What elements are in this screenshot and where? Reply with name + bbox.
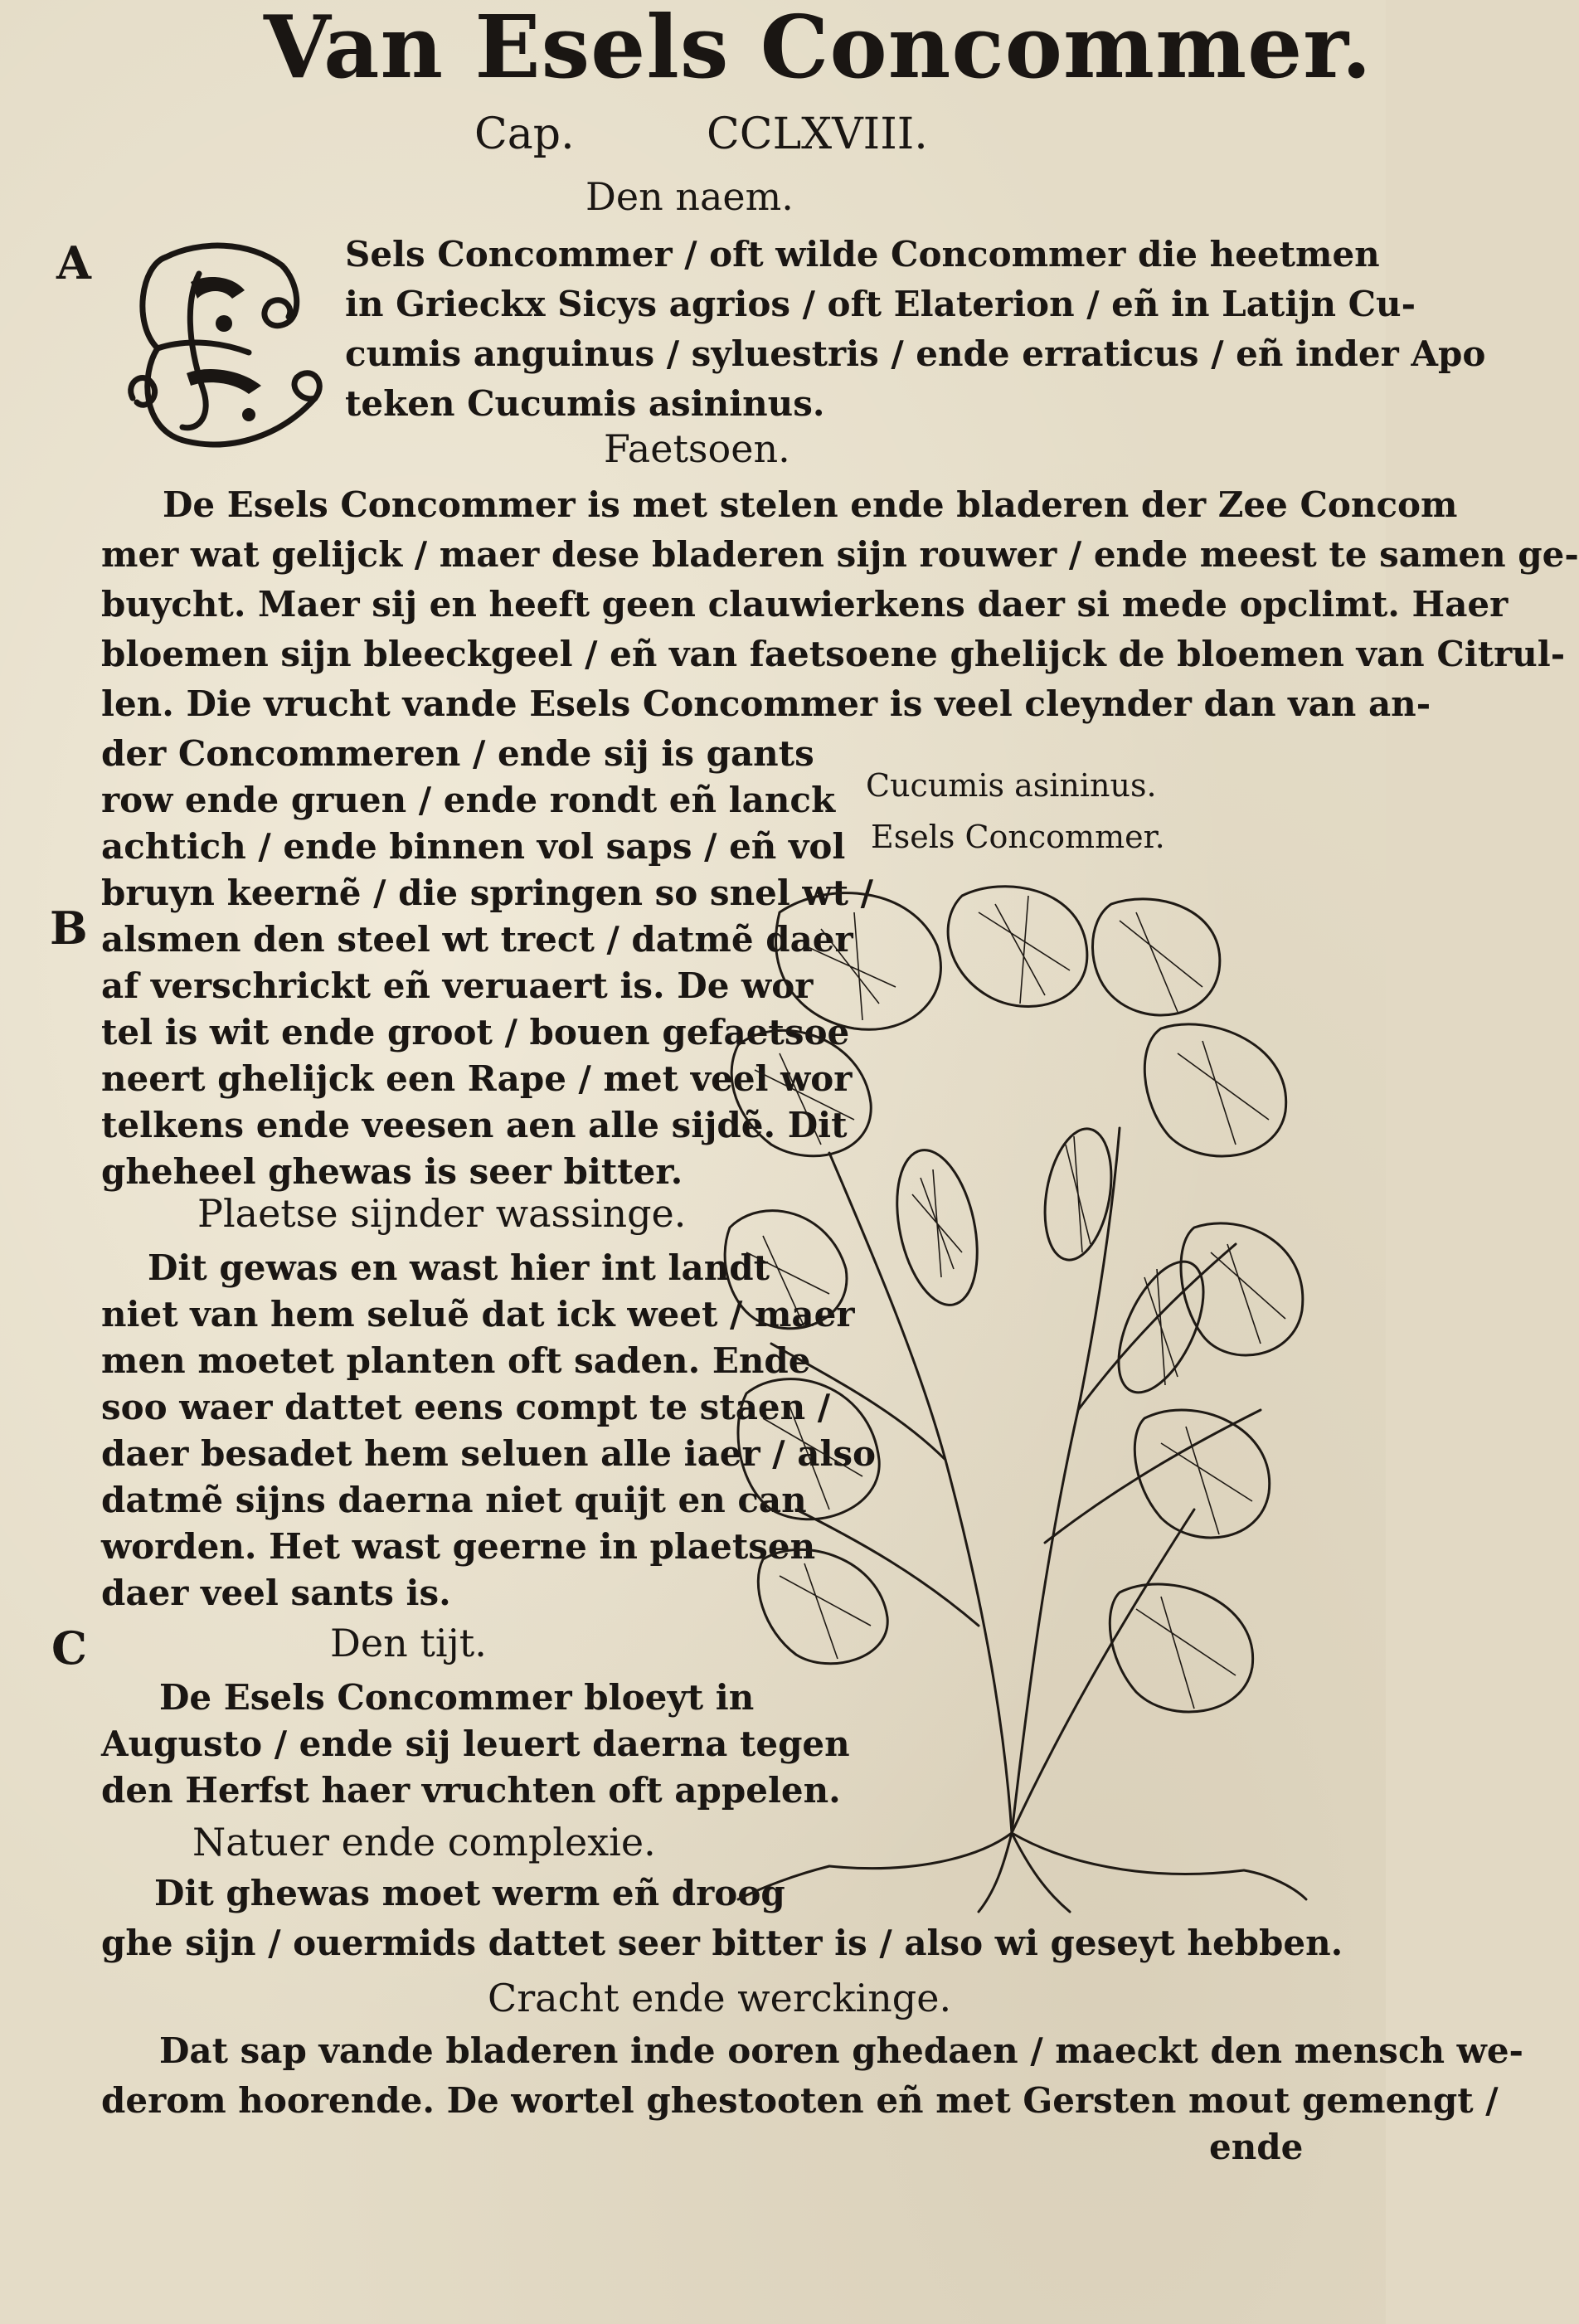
plaetse-line-6: datmẽ sijns daerna niet quijt en can: [101, 1480, 807, 1520]
plaetse-line-1: Dit gewas en wast hier int landt: [148, 1247, 770, 1288]
naem-line-4: teken Cucumis asininus.: [345, 383, 825, 424]
margin-letter-c: C: [51, 1621, 87, 1675]
naem-line-3: cumis anguinus / syluestris / ende erraticus / eñ inder Apo: [345, 333, 1486, 374]
tijt-line-1: De Esels Concommer bloeyt in: [159, 1677, 755, 1718]
plaetse-line-3: men moetet planten oft saden. Ende: [101, 1340, 811, 1381]
margin-letter-b: B: [50, 902, 88, 955]
plaetse-line-2: niet van hem seluẽ dat ick weet / maer: [101, 1294, 855, 1335]
faetsoen-line-12: tel is wit ende groot / bouen gefaetsoe: [101, 1012, 850, 1053]
faetsoen-line-10: alsmen den steel wt trect / datmẽ daer: [101, 919, 853, 960]
faetsoen-line-11: af verschrickt eñ veruaert is. De wor: [101, 965, 814, 1006]
faetsoen-line-5: len. Die vrucht vande Esels Concommer is veel cleynder dan van an-: [101, 683, 1431, 724]
naem-line-2: in Grieckx Sicys agrios / oft Elaterion / eñ in Latijn Cu-: [345, 284, 1416, 324]
cracht-line-1: Dat sap vande bladeren inde ooren ghedaen / maeckt den mensch we-: [159, 2030, 1523, 2071]
faetsoen-line-9: bruyn keernẽ / die springen so snel wt /: [101, 873, 873, 913]
heading-natuer: Natuer ende complexie.: [192, 1820, 656, 1865]
margin-letter-a: A: [56, 236, 91, 289]
chapter-label: Cap.: [474, 109, 575, 159]
catchword: ende: [1209, 2127, 1304, 2167]
figure-caption-latin: Cucumis asininus.: [866, 767, 1157, 804]
faetsoen-line-4: bloemen sijn bleeckgeel / eñ van faetsoene ghelijck de bloemen van Citrul-: [101, 634, 1566, 674]
faetsoen-line-6: der Concommeren / ende sij is gants: [101, 733, 814, 774]
naem-line-1: Sels Concommer / oft wilde Concommer die heetmen: [345, 234, 1380, 275]
heading-tijt: Den tijt.: [330, 1621, 487, 1665]
heading-cracht: Cracht ende werckinge.: [488, 1976, 952, 2020]
natuer-line-2: ghe sijn / ouermids dattet seer bitter is / also wi geseyt hebben.: [101, 1923, 1343, 1963]
faetsoen-line-3: buycht. Maer sij en heeft geen clauwierkens daer si mede opclimt. Haer: [101, 584, 1509, 625]
natuer-line-1: Dit ghewas moet werm eñ droog: [154, 1873, 785, 1913]
tijt-line-2: Augusto / ende sij leuert daerna tegen: [101, 1724, 850, 1764]
faetsoen-line-13: neert ghelijck een Rape / met veel wor: [101, 1058, 853, 1099]
heading-faetsoen: Faetsoen.: [604, 426, 790, 471]
chapter-number: CCLXVIII.: [707, 109, 928, 159]
plaetse-line-8: daer veel sants is.: [101, 1573, 451, 1613]
faetsoen-line-14: telkens ende veesen aen alle sijdẽ. Dit: [101, 1105, 848, 1145]
plaetse-line-5: daer besadet hem seluen alle iaer / also: [101, 1433, 877, 1474]
cracht-line-2: derom hoorende. De wortel ghestooten eñ met Gersten mout gemengt /: [101, 2080, 1499, 2121]
plant-woodcut-illustration: [730, 879, 1310, 1916]
tijt-line-3: den Herfst haer vruchten oft appelen.: [101, 1770, 841, 1811]
faetsoen-line-15: gheheel ghewas is seer bitter.: [101, 1151, 683, 1192]
plaetse-line-4: soo waer dattet eens compt te staen /: [101, 1387, 831, 1427]
faetsoen-line-8: achtich / ende binnen vol saps / eñ vol: [101, 826, 846, 867]
figure-caption-dutch: Esels Concommer.: [871, 819, 1165, 855]
heading-plaetse: Plaetse sijnder wassinge.: [197, 1191, 687, 1236]
faetsoen-line-7: row ende gruen / ende rondt eñ lanck: [101, 780, 836, 820]
decorated-initial-e-icon: [108, 224, 348, 464]
faetsoen-line-2: mer wat gelijck / maer dese bladeren sijn rouwer / ende meest te samen ge-: [101, 534, 1579, 575]
page-title: Van Esels Concommer.: [264, 0, 1373, 98]
plaetse-line-7: worden. Het wast geerne in plaetsen: [101, 1526, 816, 1567]
heading-naem: Den naem.: [585, 174, 794, 219]
faetsoen-line-1: De Esels Concommer is met stelen ende bladeren der Zee Concom: [163, 484, 1458, 525]
